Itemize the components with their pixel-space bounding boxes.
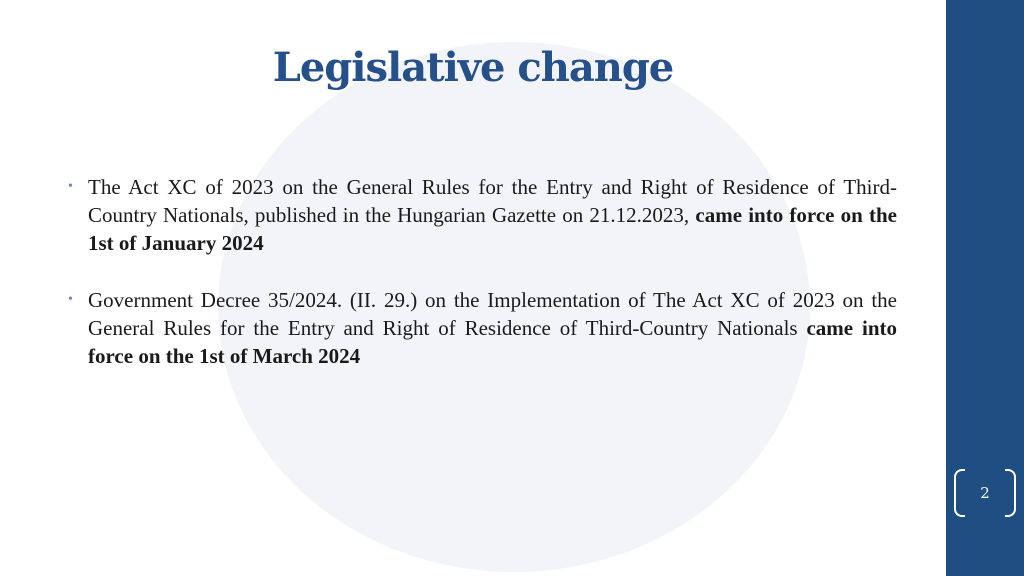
bullet-bold-text: came into force on the 1st of March 2024 [88,316,897,368]
bullet-item [68,173,897,257]
bullet-list [68,173,897,399]
bullet-item [68,286,897,370]
bullet-text: Government Decree 35/2024. (II. 29.) on the Implementation of The Act XC of 2023 on the General Rules for the Entry and Right of Residence of Third-Country Nationals [88,288,897,340]
page-number-badge [954,469,1016,515]
bullet-text: The Act XC of 2023 on the General Rules for the Entry and Right of Residence of Third-Country Nationals, published in the Hungarian Gazette on 21.12.2023, [88,175,897,227]
page-number: 2 [980,484,990,502]
bullet-dot-icon: • [68,179,73,194]
slide-title: Legislative change [272,44,674,91]
bullet-dot-icon: • [68,292,73,307]
bullet-bold-text: came into force on the 1st of January 2024 [88,203,897,255]
